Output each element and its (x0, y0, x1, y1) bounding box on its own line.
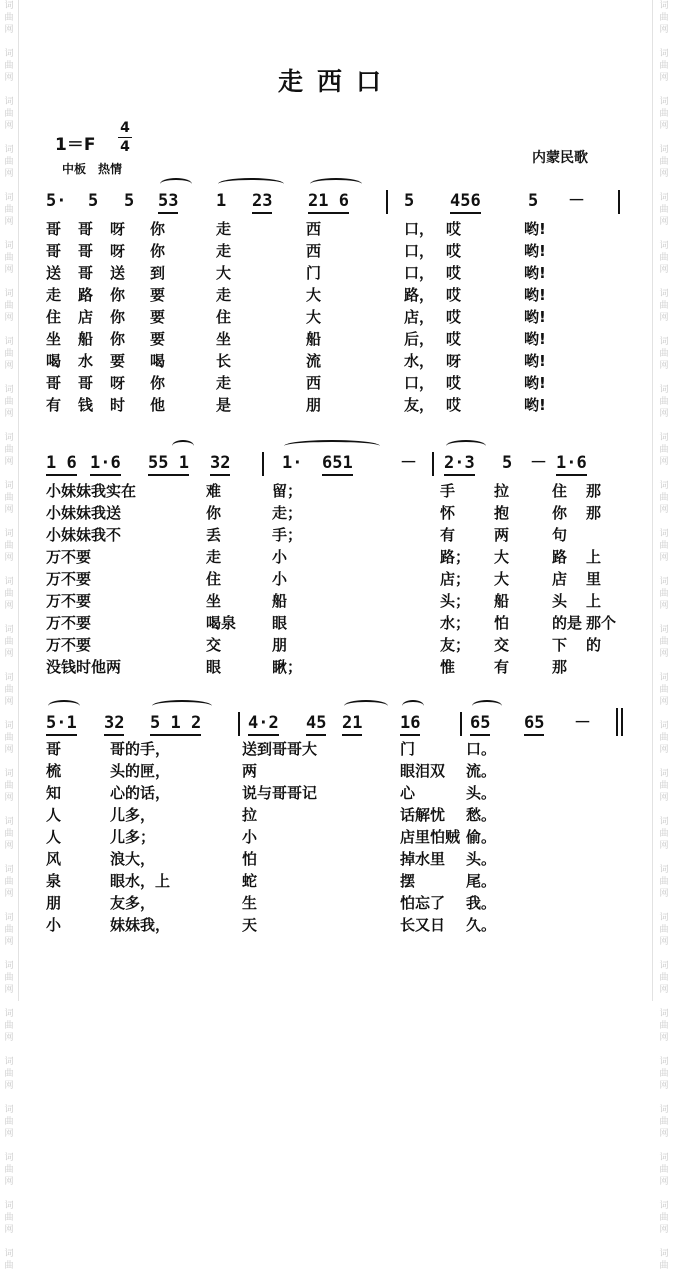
lyric-syllable: 万不要 (46, 570, 92, 588)
lyric-syllable: 哥 (78, 220, 94, 238)
lyric-syllable: 呀 (110, 242, 126, 260)
lyric-syllable: 儿多， (110, 806, 156, 824)
lyric-syllable: 船 (306, 330, 322, 348)
watermark-right: 词 曲 网 词 曲 网 词 曲 网 词 曲 网 词 曲 网 词 曲 网 词 曲 网 词 曲 网 词 曲 网 词 曲 网 词 曲 网 词 曲 网 词 曲 网 词 曲 网 词 曲 网 词 曲 网 词 曲 网 词 曲 网 词 曲 网 词 曲 网 词 曲 网 词 曲 网 词 曲 网 词 曲 网 词 曲 网 词 曲 网 词 曲 (659, 1, 669, 1271)
barline (238, 712, 240, 736)
lyric-syllable: 朋 (306, 396, 322, 414)
lyric-syllable: 上 (586, 548, 602, 566)
song-title: 走西口 (277, 67, 395, 96)
lyric-syllable: 手 (440, 482, 456, 500)
lyric-syllable: 坐 (216, 330, 232, 348)
lyric-syllable: 小 (272, 570, 288, 588)
lyric-syllable: 大 (216, 264, 232, 282)
lyric-syllable: 下 (552, 636, 568, 654)
lyric-syllable: 大 (306, 286, 322, 304)
note-group: 65 (524, 712, 544, 736)
time-signature-top: 4 (120, 120, 130, 136)
lyric-syllable: 你 (110, 286, 126, 304)
lyric-syllable: 头的匣， (110, 762, 171, 780)
lyric-syllable: 哟! (524, 220, 546, 238)
song-origin: 内蒙民歌 (532, 150, 588, 166)
slur (472, 700, 502, 712)
slur (218, 178, 284, 190)
lyric-syllable: 哎 (446, 264, 462, 282)
lyric-syllable: 两 (494, 526, 510, 544)
note-group: 5 (528, 191, 539, 211)
lyric-syllable: 口， (404, 242, 435, 260)
note-group: 32 (104, 712, 124, 736)
lyric-syllable: 怕 (494, 614, 510, 632)
lyric-line (0, 634, 673, 656)
note-group: 53 (158, 190, 178, 214)
slur (284, 440, 380, 452)
lyric-syllable: 哎 (446, 396, 462, 414)
lyric-syllable: 你 (110, 330, 126, 348)
lyric-syllable: 走 (216, 242, 232, 260)
lyric-syllable: 哟! (524, 396, 546, 414)
lyric-syllable: 说与哥哥记 (242, 784, 318, 802)
lyric-line (0, 546, 673, 568)
lyric-syllable: 水； (440, 614, 471, 632)
lyric-syllable: 难 (206, 482, 222, 500)
lyric-syllable: 住 (206, 570, 222, 588)
lyric-syllable: 要 (110, 352, 126, 370)
lyric-syllable: 句 (552, 526, 568, 544)
slur (172, 440, 194, 452)
lyric-syllable: 梳 (46, 762, 62, 780)
lyric-syllable: 朋 (272, 636, 288, 654)
lyric-line (0, 826, 673, 848)
lyric-syllable: 哎 (446, 330, 462, 348)
lyric-line (0, 284, 673, 306)
watermark-left: 词 曲 网 词 曲 网 词 曲 网 词 曲 网 词 曲 网 词 曲 网 词 曲 网 词 曲 网 词 曲 网 词 曲 网 词 曲 网 词 曲 网 词 曲 网 词 曲 网 词 曲 网 词 曲 网 词 曲 网 词 曲 网 词 曲 网 词 曲 网 词 曲 网 词 曲 网 词 曲 网 词 曲 网 词 曲 网 词 曲 网 词 曲 (4, 1, 14, 1271)
lyric-syllable: 到 (150, 264, 166, 282)
note-group: 1· (282, 453, 303, 473)
lyric-syllable: 大 (494, 548, 510, 566)
lyric-syllable: 万不要 (46, 636, 92, 654)
lyric-line (0, 350, 673, 372)
lyric-syllable: 哟! (524, 330, 546, 348)
lyric-syllable: 摆 (400, 872, 416, 890)
lyric-syllable: 头。 (466, 850, 497, 868)
barline (621, 708, 623, 736)
lyric-line (0, 394, 673, 416)
lyric-line (0, 218, 673, 240)
barline (618, 190, 620, 214)
lyric-syllable: 哟! (524, 352, 546, 370)
lyric-syllable: 钱 (78, 396, 94, 414)
lyric-syllable: 哟! (524, 286, 546, 304)
lyric-syllable: 走 (216, 220, 232, 238)
slur (402, 700, 424, 712)
lyric-syllable: 时 (110, 396, 126, 414)
lyric-syllable: 人 (46, 806, 62, 824)
lyric-line (0, 656, 673, 678)
lyric-syllable: 水 (78, 352, 94, 370)
note-group: 45 (306, 712, 326, 736)
lyric-syllable: 有 (494, 658, 510, 676)
lyric-syllable: 门 (306, 264, 322, 282)
lyric-syllable: 交 (206, 636, 222, 654)
lyric-syllable: 留； (272, 482, 303, 500)
note-group: 2·3 (444, 452, 475, 476)
lyric-syllable: 哥 (78, 264, 94, 282)
lyric-syllable: 头 (552, 592, 568, 610)
note-group: 55 1 (148, 452, 189, 476)
lyric-line (0, 262, 673, 284)
note-group: 5 1 2 (150, 712, 201, 736)
lyric-syllable: 哟! (524, 374, 546, 392)
note-group: 21 (342, 712, 362, 736)
lyric-syllable: 走； (272, 504, 303, 522)
lyric-syllable: 那 (586, 504, 602, 522)
lyric-syllable: 哥 (46, 220, 62, 238)
lyric-syllable: 眼 (272, 614, 288, 632)
staff-system-1 (0, 190, 673, 216)
lyric-syllable: 是 (216, 396, 232, 414)
barline (432, 452, 434, 476)
lyric-syllable: 尾。 (466, 872, 497, 890)
slur (446, 440, 486, 452)
lyric-syllable: 哥 (46, 374, 62, 392)
lyric-syllable: 大 (306, 308, 322, 326)
lyric-syllable: 哎 (446, 242, 462, 260)
barline (616, 708, 618, 736)
note-group: 5· (46, 191, 67, 211)
lyric-syllable: 口。 (466, 740, 497, 758)
lyric-line (0, 372, 673, 394)
lyric-syllable: 你 (150, 220, 166, 238)
lyric-syllable: 你 (150, 374, 166, 392)
lyric-syllable: 生 (242, 894, 258, 912)
note-group: 651 (322, 452, 353, 476)
lyric-syllable: 有 (46, 396, 62, 414)
lyric-syllable: 哥 (46, 740, 62, 758)
lyric-line (0, 914, 673, 936)
lyric-line (0, 524, 673, 546)
lyric-line (0, 612, 673, 634)
lyric-syllable: 哟! (524, 308, 546, 326)
note-group: 5 (404, 191, 415, 211)
lyric-syllable: 门 (400, 740, 416, 758)
note-group: 23 (252, 190, 272, 214)
lyric-syllable: 走 (46, 286, 62, 304)
lyric-syllable: 住 (216, 308, 232, 326)
lyric-line (0, 240, 673, 262)
lyric-syllable: 口， (404, 374, 435, 392)
lyric-syllable: 拉 (494, 482, 510, 500)
lyric-line (0, 892, 673, 914)
lyric-line (0, 328, 673, 350)
lyric-syllable: 哥 (78, 374, 94, 392)
lyric-syllable: 儿多； (110, 828, 156, 846)
lyric-syllable: 浪大， (110, 850, 156, 868)
lyric-syllable: 小 (272, 548, 288, 566)
lyric-syllable: 拉 (242, 806, 258, 824)
lyric-syllable: 口， (404, 264, 435, 282)
lyric-syllable: 你 (552, 504, 568, 522)
lyric-syllable: 长又日 (400, 916, 446, 934)
lyric-syllable: 惟 (440, 658, 456, 676)
barline (386, 190, 388, 214)
lyric-syllable: 心 (400, 784, 416, 802)
lyric-syllable: 小妹妹我送 (46, 504, 122, 522)
lyric-syllable: 住 (552, 482, 568, 500)
lyric-syllable: 上 (586, 592, 602, 610)
barline (262, 452, 264, 476)
lyric-syllable: 泉 (46, 872, 62, 890)
lyric-syllable: 船 (494, 592, 510, 610)
lyric-syllable: 万不要 (46, 614, 92, 632)
lyric-line (0, 782, 673, 804)
lyric-syllable: 没钱时他两 (46, 658, 122, 676)
lyric-syllable: 怕 (242, 850, 258, 868)
lyric-syllable: 路 (552, 548, 568, 566)
lyric-syllable: 你 (150, 242, 166, 260)
lyric-syllable: 走 (216, 286, 232, 304)
lyric-syllable: 眼 (206, 658, 222, 676)
lyric-syllable: 送 (110, 264, 126, 282)
note-group: － (530, 453, 547, 473)
lyric-syllable: 喝 (46, 352, 62, 370)
note-group: － (568, 191, 585, 211)
lyric-syllable: 丢 (206, 526, 222, 544)
slur (152, 700, 212, 712)
lyric-syllable: 哎 (446, 286, 462, 304)
lyric-line (0, 480, 673, 502)
lyric-line (0, 590, 673, 612)
lyric-syllable: 友， (404, 396, 435, 414)
lyric-syllable: 你 (110, 308, 126, 326)
lyric-syllable: 呀 (446, 352, 462, 370)
note-group: 1 (216, 191, 227, 211)
lyric-syllable: 你 (206, 504, 222, 522)
lyric-syllable: 风 (46, 850, 62, 868)
note-group: 4·2 (248, 712, 279, 736)
lyric-syllable: 愁。 (466, 806, 497, 824)
lyric-syllable: 哥 (46, 242, 62, 260)
lyric-syllable: 喝 (150, 352, 166, 370)
lyric-syllable: 路； (440, 548, 471, 566)
lyric-syllable: 话解忧 (400, 806, 446, 824)
lyric-syllable: 小妹妹我不 (46, 526, 122, 544)
barline (460, 712, 462, 736)
lyric-syllable: 流 (306, 352, 322, 370)
lyric-syllable: 口， (404, 220, 435, 238)
lyric-line (0, 502, 673, 524)
lyric-syllable: 眼泪双 (400, 762, 446, 780)
lyric-syllable: 蛇 (242, 872, 258, 890)
lyric-syllable: 久。 (466, 916, 497, 934)
lyric-syllable: 坐 (206, 592, 222, 610)
note-group: － (574, 713, 591, 733)
lyric-syllable: 住 (46, 308, 62, 326)
note-group: 5 (124, 191, 135, 211)
lyric-syllable: 的是 (552, 614, 583, 632)
lyric-syllable: 万不要 (46, 548, 92, 566)
lyric-syllable: 小 (242, 828, 258, 846)
lyric-syllable: 有 (440, 526, 456, 544)
lyric-syllable: 心的话， (110, 784, 171, 802)
note-group: － (400, 453, 417, 473)
lyric-syllable: 要 (150, 308, 166, 326)
note-group: 1·6 (90, 452, 121, 476)
lyric-syllable: 那个 (586, 614, 617, 632)
lyric-syllable: 走 (206, 548, 222, 566)
lyric-syllable: 瞅； (272, 658, 303, 676)
lyric-syllable: 哟! (524, 264, 546, 282)
lyric-syllable: 抱 (494, 504, 510, 522)
lyric-syllable: 店 (552, 570, 568, 588)
lyric-syllable: 长 (216, 352, 232, 370)
note-group: 5·1 (46, 712, 77, 736)
lyric-syllable: 怕忘了 (400, 894, 446, 912)
lyric-syllable: 小 (46, 916, 62, 934)
lyric-line (0, 870, 673, 892)
lyric-syllable: 哥的手， (110, 740, 171, 758)
lyric-syllable: 怀 (440, 504, 456, 522)
note-group: 5 (502, 453, 513, 473)
slur (344, 700, 388, 712)
lyric-syllable: 哎 (446, 308, 462, 326)
lyric-line (0, 568, 673, 590)
lyric-syllable: 我。 (466, 894, 497, 912)
lyric-line (0, 738, 673, 760)
lyric-syllable: 后， (404, 330, 435, 348)
slur (160, 178, 192, 190)
lyric-syllable: 里 (586, 570, 602, 588)
lyric-syllable: 水， (404, 352, 435, 370)
lyric-syllable: 要 (150, 330, 166, 348)
lyric-syllable: 坐 (46, 330, 62, 348)
lyric-syllable: 的 (586, 636, 602, 654)
slur (310, 178, 362, 190)
staff-system-3 (0, 712, 673, 738)
lyric-syllable: 小妹妹我实在 (46, 482, 137, 500)
lyric-syllable: 大 (494, 570, 510, 588)
note-group: 21 6 (308, 190, 349, 214)
lyric-syllable: 送 (46, 264, 62, 282)
lyric-syllable: 友多， (110, 894, 156, 912)
lyric-syllable: 路 (78, 286, 94, 304)
lyric-line (0, 804, 673, 826)
lyric-syllable: 手； (272, 526, 303, 544)
slur (48, 700, 80, 712)
lyric-syllable: 西 (306, 374, 322, 392)
lyric-syllable: 哎 (446, 374, 462, 392)
staff-system-2 (0, 452, 673, 478)
lyric-syllable: 喝泉 (206, 614, 237, 632)
lyric-syllable: 哟! (524, 242, 546, 260)
lyric-syllable: 店， (404, 308, 435, 326)
lyric-syllable: 头。 (466, 784, 497, 802)
note-group: 1 6 (46, 452, 77, 476)
lyric-line (0, 848, 673, 870)
lyric-syllable: 万不要 (46, 592, 92, 610)
lyric-line (0, 760, 673, 782)
lyric-syllable: 妹妹我， (110, 916, 171, 934)
time-signature (118, 120, 132, 155)
lyric-syllable: 西 (306, 220, 322, 238)
lyric-syllable: 交 (494, 636, 510, 654)
lyric-syllable: 店 (78, 308, 94, 326)
lyric-syllable: 知 (46, 784, 62, 802)
lyric-syllable: 他 (150, 396, 166, 414)
lyric-syllable: 走 (216, 374, 232, 392)
lyric-syllable: 两 (242, 762, 258, 780)
lyric-syllable: 店； (440, 570, 471, 588)
note-group: 456 (450, 190, 481, 214)
lyric-syllable: 送到哥哥大 (242, 740, 318, 758)
lyric-syllable: 船 (78, 330, 94, 348)
lyric-syllable: 要 (150, 286, 166, 304)
lyric-syllable: 掉水里 (400, 850, 446, 868)
key-signature: 1＝F (55, 135, 96, 155)
lyric-syllable: 天 (242, 916, 258, 934)
lyric-syllable: 路， (404, 286, 435, 304)
lyric-syllable: 哎 (446, 220, 462, 238)
lyric-syllable: 那 (552, 658, 568, 676)
lyric-syllable: 那 (586, 482, 602, 500)
note-group: 5 (88, 191, 99, 211)
lyric-syllable: 眼水，上 (110, 872, 171, 890)
note-group: 1·6 (556, 452, 587, 476)
lyric-syllable: 店里怕贼 (400, 828, 461, 846)
lyric-syllable: 呀 (110, 220, 126, 238)
lyric-syllable: 哥 (78, 242, 94, 260)
lyric-syllable: 偷。 (466, 828, 497, 846)
lyric-syllable: 人 (46, 828, 62, 846)
tempo-marking: 中板 热情 (62, 162, 123, 176)
lyric-syllable: 流。 (466, 762, 497, 780)
note-group: 16 (400, 712, 420, 736)
lyric-syllable: 呀 (110, 374, 126, 392)
lyric-syllable: 朋 (46, 894, 62, 912)
note-group: 65 (470, 712, 490, 736)
lyric-syllable: 西 (306, 242, 322, 260)
note-group: 32 (210, 452, 230, 476)
lyric-syllable: 友； (440, 636, 471, 654)
lyric-line (0, 306, 673, 328)
time-signature-bottom: 4 (120, 139, 130, 155)
lyric-syllable: 头； (440, 592, 471, 610)
lyric-syllable: 船 (272, 592, 288, 610)
